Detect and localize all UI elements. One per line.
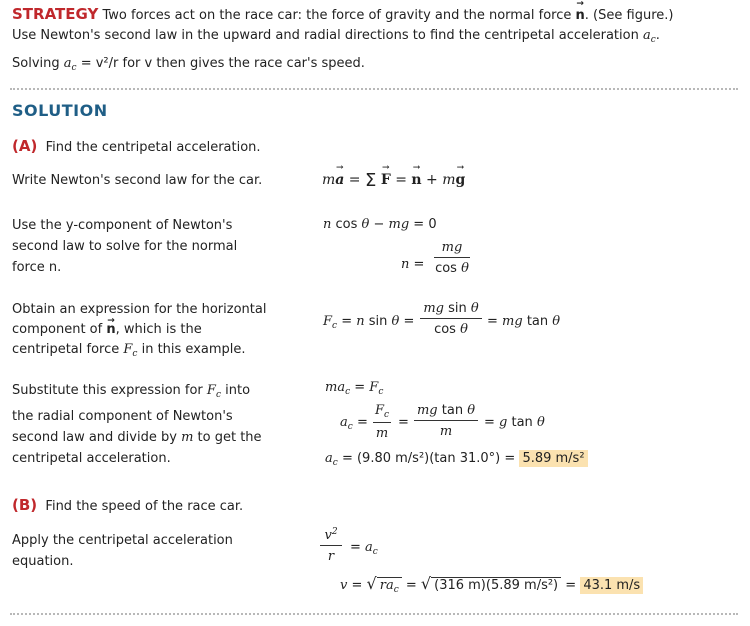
part-a-title: Find the centripetal acceleration.	[45, 140, 261, 155]
part-b-step-text	[12, 530, 233, 572]
step4-text: Substitute this expression for $F_c$ into the radial component of Newton's second law and divide by m to get the centripetal acceleration.	[12, 380, 262, 469]
ac-fraction-1: $\frac{F_c}{m}$	[375, 403, 390, 441]
fc-result: = mg tan θ	[487, 314, 561, 329]
fc-fraction: $\frac{\text{mg sin θ}}{\text{cos θ}}$	[420, 301, 482, 337]
part-a-label: (A)	[12, 137, 38, 155]
part-b-title: Find the speed of the race car.	[45, 499, 244, 514]
ac-numeric: $a_c = (9.80$ m/s²)(tan 31.0°) = 5.89 m/s²	[325, 451, 588, 468]
ac-result: 5.89 m/s²	[519, 450, 587, 467]
ac-symbol-2: $a_c$	[63, 56, 77, 73]
step2-text	[12, 215, 237, 278]
step3-line-3b: in this example.	[141, 342, 246, 357]
divider-bottom	[10, 613, 738, 615]
solution-heading: SOLUTION	[12, 101, 108, 120]
step4-line-1a: Substitute this expression for	[12, 383, 203, 398]
strategy-text-1-after: . (See figure.)	[584, 8, 674, 23]
ac-numeric-expr: (9.80 m/s²)(tan 31.0°) =	[356, 451, 516, 466]
step3-line-2a: component of	[12, 322, 103, 337]
equals-sign: =	[398, 415, 409, 430]
strategy-text-2: Use Newton's second law in the upward and radial directions to find the centripetal acceleration	[12, 28, 639, 43]
step2-line-3: force n.	[12, 260, 62, 275]
divider-top	[10, 88, 738, 90]
radial-equation: $ma_c = F_c$	[325, 380, 384, 397]
n-equals: n =	[401, 257, 425, 272]
part-b-line-2: equation.	[12, 554, 74, 569]
part-b-line-1: Apply the centripetal acceleration	[12, 533, 233, 548]
step1-text: Write Newton's second law for the car.	[12, 173, 263, 188]
part-b-label: (B)	[12, 496, 38, 514]
step3-line-1: Obtain an expression for the horizontal	[12, 302, 267, 317]
ac-fraction-2: $\frac{\text{mg tan θ}}{m}$	[414, 403, 478, 439]
step3-line-2b: , which is the	[115, 322, 202, 337]
strategy-line-3	[12, 56, 365, 73]
step2-line-2: second law to solve for the normal	[12, 239, 238, 254]
strategy-text-3b: = v²/r for v then gives the race car's speed.	[80, 56, 365, 71]
speed-numeric-expr: (316 m)(5.89 m/s²)	[431, 577, 561, 593]
speed-equation: v = √ $ra_c$ = √ (316 m)(5.89 m/s²) = 43.1 m/s	[340, 574, 643, 595]
step2-line-1: Use the y-component of Newton's	[12, 218, 233, 233]
step4-line-1b: into	[225, 383, 251, 398]
ac-equals: $a_c$ =	[340, 415, 368, 432]
vertical-equation: n cos θ − mg = 0	[323, 217, 437, 232]
strategy-text-1: Two forces act on the race car: the force of gravity and the normal force	[102, 8, 572, 23]
ac-symbol: $a_c$	[642, 28, 656, 45]
strategy-line-2: Use Newton's second law in the upward and radial directions to find the centripetal acceleration $a_c$.	[12, 28, 660, 45]
fc-expression: $F_c = n$ sin θ =	[323, 314, 415, 331]
part-a-header	[12, 137, 261, 155]
step4-line-2: the radial component of Newton's	[12, 409, 233, 424]
part-b-header	[12, 496, 243, 514]
v2-over-r: $\frac{v^2}{r}$	[320, 527, 342, 564]
step4-line-4: centripetal acceleration.	[12, 451, 171, 466]
speed-result: 43.1 m/s	[580, 577, 643, 594]
step3-text: Obtain an expression for the horizontal component of → n, which is the centripetal force $F_c$ in this example.	[12, 300, 266, 364]
step3-line-3a: centripetal force	[12, 342, 120, 357]
step4-line-3a: second law and divide by	[12, 430, 177, 445]
normal-force-vector: → n	[576, 8, 585, 23]
strategy-heading: STRATEGY	[12, 5, 99, 23]
ac-symbolic-result: = g tan θ	[484, 415, 545, 430]
strategy-line-1	[12, 5, 673, 23]
n-fraction: $\frac{mg}{\text{cos θ}}$	[435, 240, 469, 276]
v2-equals-ac: = $a_c$	[350, 540, 378, 557]
strategy-text-3a: Solving	[12, 56, 60, 71]
step4-line-3b: to get the	[197, 430, 262, 445]
newton-second-law: m→ a = Σ → F = → n + m→ g	[322, 170, 465, 191]
